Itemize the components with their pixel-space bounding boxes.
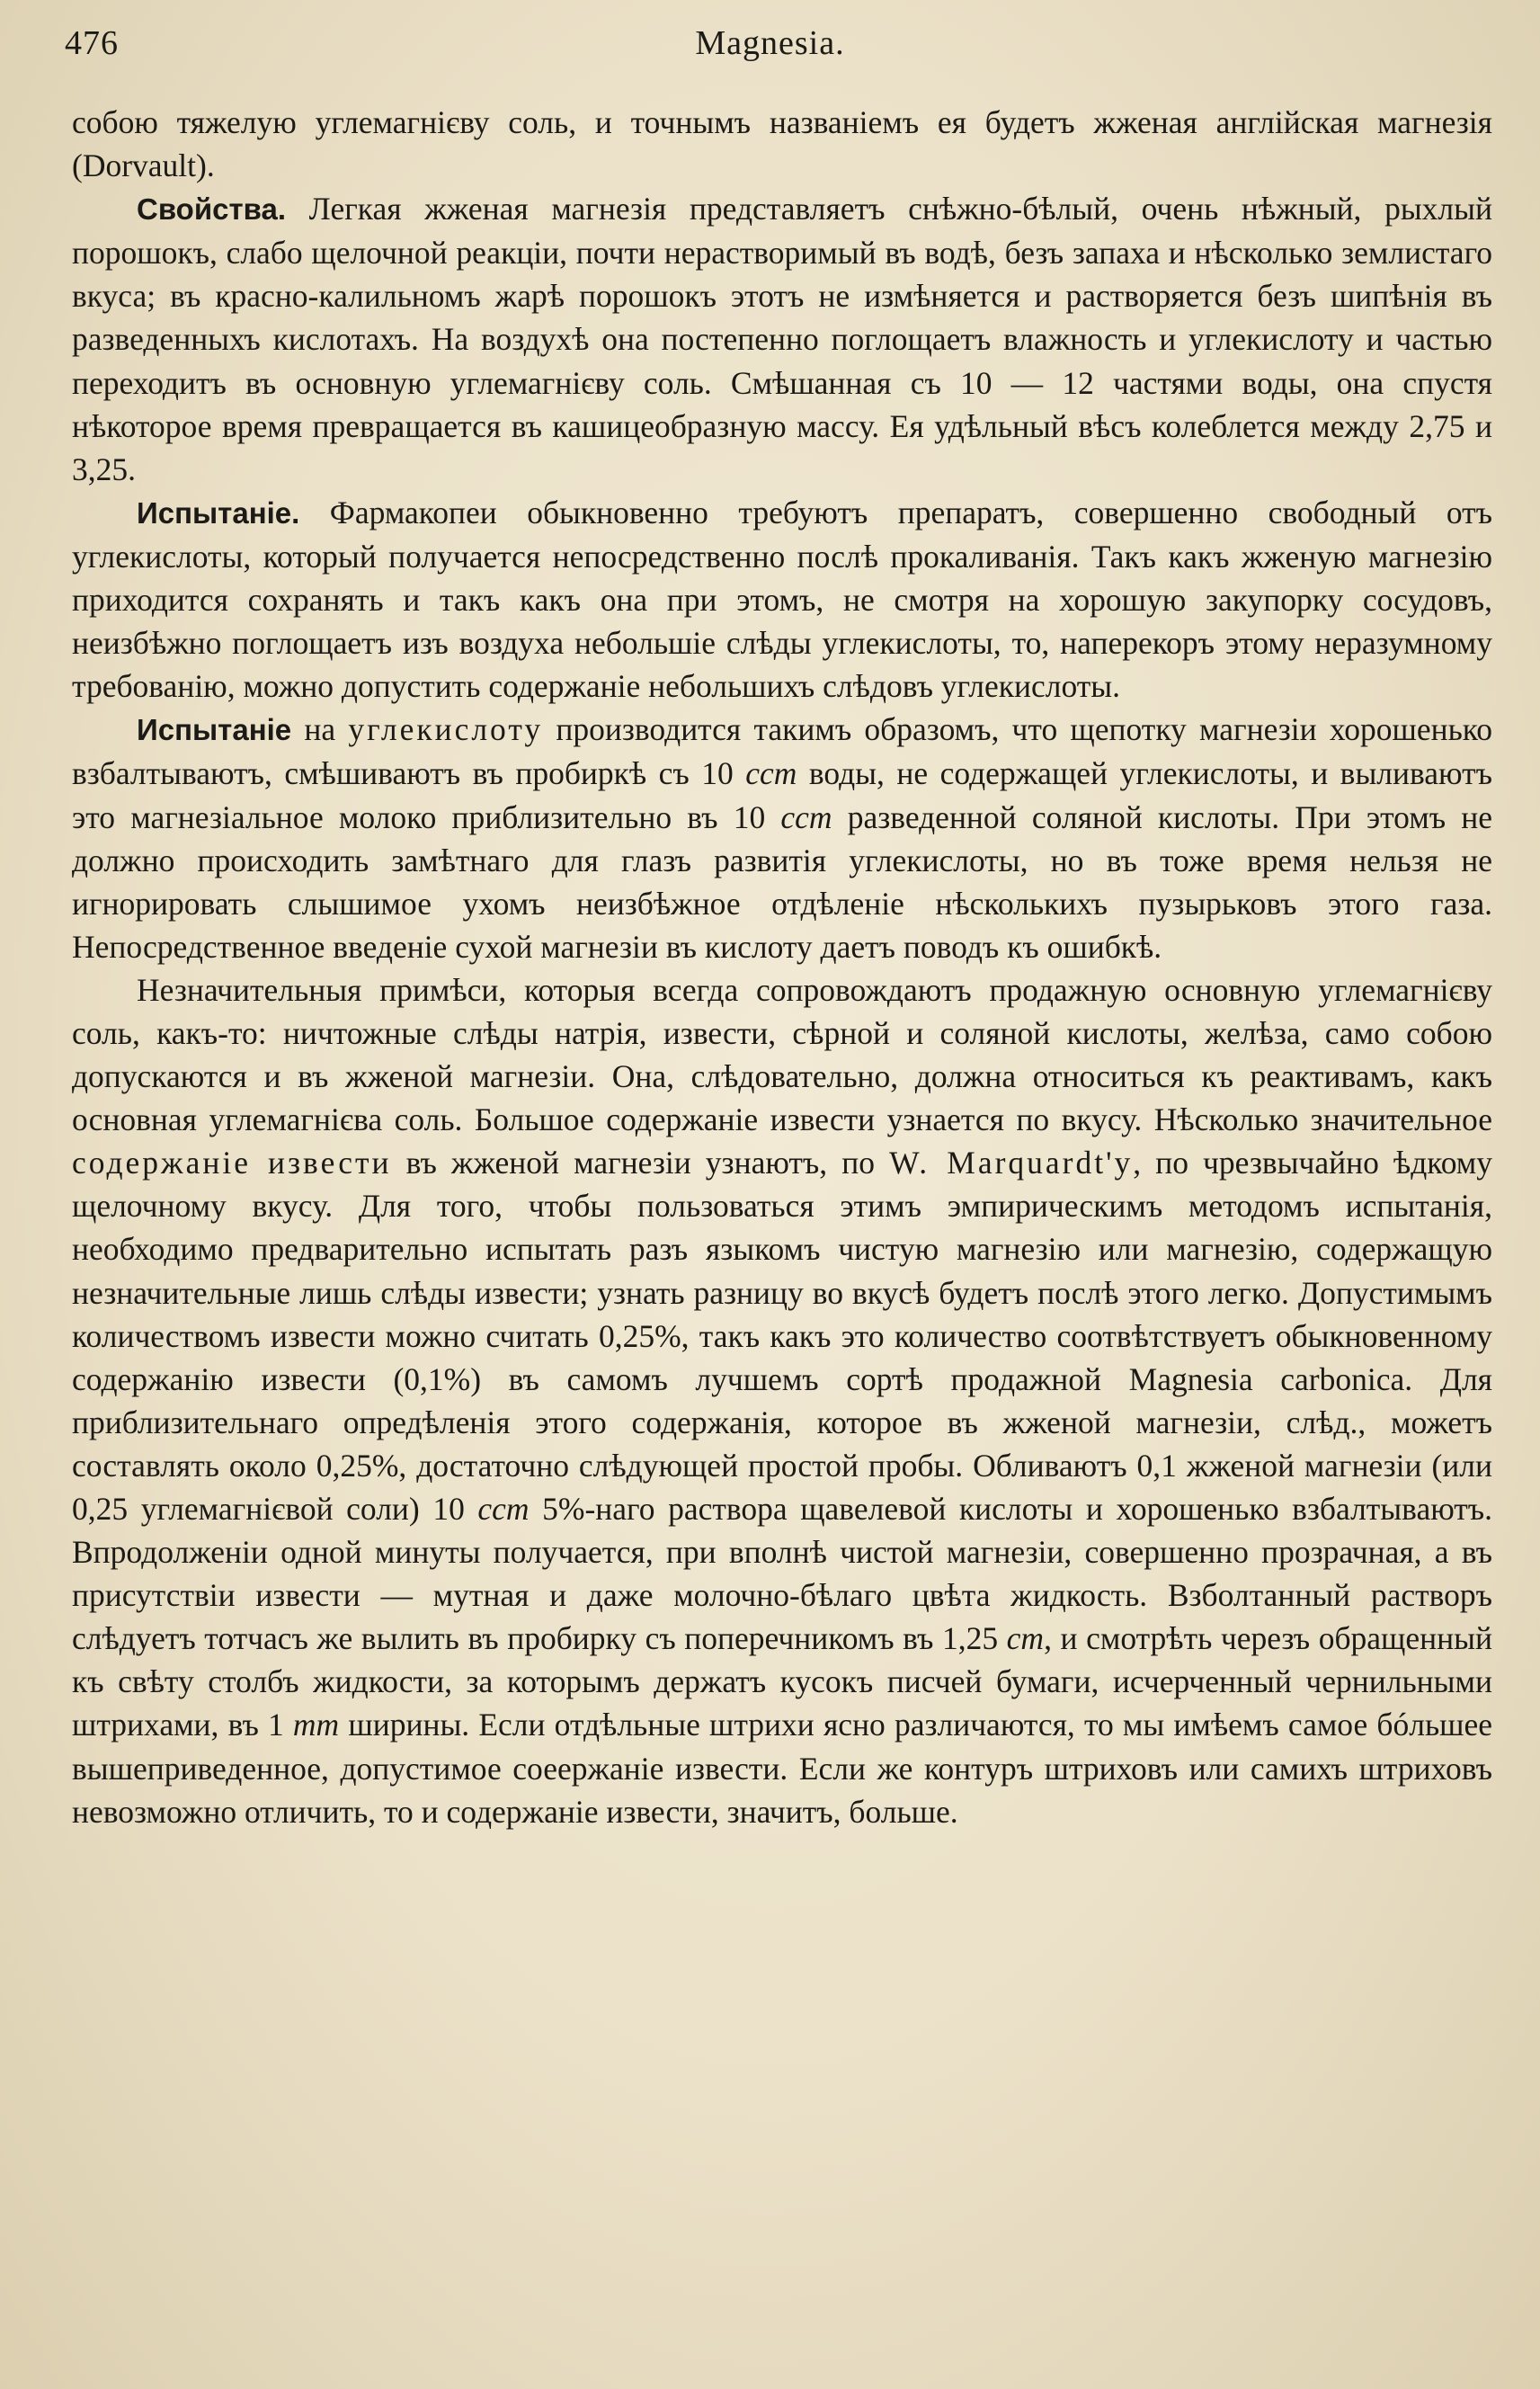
unit-abbreviation: cсm bbox=[745, 755, 797, 792]
unit-abbreviation: cсm bbox=[780, 798, 832, 835]
text-run: воды, не содержащей углекислоты, и выливаютъ это магнезіальное молоко приблизительно въ 10 bbox=[72, 755, 1492, 835]
paragraph-text: Фармакопеи обыкновенно требуютъ препаратъ, совершенно свободный отъ углекислоты, который получается непосредственно послѣ прокаливанія. Такъ какъ жженую магнезію приходится сохранять и такъ какъ она при этомъ, не смотря на хорошую закупорку сосудовъ, неизбѣжно поглощаетъ изъ воздуха небольшіе слѣды углекислоты, то, наперекоръ этому неразумному требованію, можно допустить содержаніе небольшихъ слѣдовъ углекислоты. bbox=[72, 494, 1492, 705]
paragraph-lead-term: Свойства. bbox=[137, 192, 287, 227]
emphasized-text: содержаніе извести bbox=[72, 1145, 392, 1181]
text-run: ширины. Если отдѣльные штрихи ясно различаются, то мы имѣемъ самое бóльшее вышеприведенное, допустимое соеержаніе извести. Если же контуръ штриховъ или самихъ штриховъ невозможно отличить, то и содержаніе извести, значитъ, больше. bbox=[72, 1707, 1492, 1830]
body-text bbox=[72, 101, 1492, 1833]
text-run: разведенной соляной кислоты. При этомъ не должно происходить замѣтнаго для глазъ развитія углекислоты, но въ тоже время нельзя не игнорировать слышимое ухомъ неизбѣжное отдѣленіе нѣсколькихъ пузырьковъ этого газа. Непосредственное введеніе сухой магнезіи въ кислоту даетъ поводъ къ ошибкѣ. bbox=[72, 798, 1492, 965]
unit-abbreviation: ccm bbox=[477, 1491, 530, 1527]
text-run: Незначительныя примѣси, которыя всегда сопровождаютъ продажную основную углемагнієву соль, какъ-то: ничтожные слѣды натрія, извести, сѣрной и соляной кислоты, желѣза, само собою допускаются и въ жженой магнезіи. Она, слѣдовательно, должна относиться къ реактивамъ, какъ основная углемагнієва соль. Большое содержаніе извести узнается по вкусу. Нѣсколько значительное bbox=[72, 971, 1492, 1138]
paragraph-text: собою тяжелую углемагнієву соль, и точнымъ названіемъ ея будетъ жженая англійская магнезія (Dorvault). bbox=[72, 104, 1492, 184]
paragraph-text bbox=[72, 711, 1492, 964]
unit-abbreviation: mm bbox=[292, 1707, 340, 1743]
running-title: Magnesia. bbox=[695, 24, 845, 62]
text-run: 5%-наго раствора щавелевой кислоты и хорошенько взбалтываютъ. Впродолженіи одной минуты получается, при вполнѣ чистой магнезіи, совершенно прозрачная, а въ присутствіи извести — мутная и даже молочно-бѣлаго цвѣта жидкость. Взболтанный растворъ слѣдуетъ тотчасъ же вылить въ пробирку съ поперечникомъ въ 1,25 bbox=[72, 1491, 1492, 1657]
text-run: производится такимъ образомъ, что щепотку магнезіи хорошенько взбалтываютъ, смѣшиваютъ въ пробиркѣ съ 10 bbox=[72, 711, 1492, 792]
emphasized-text: углекислоту bbox=[348, 711, 544, 748]
paragraph-impurities bbox=[72, 968, 1492, 1833]
paragraph-properties bbox=[72, 187, 1492, 491]
paragraph-lead-term: Испытаніе bbox=[137, 713, 292, 747]
paragraph-testing bbox=[72, 491, 1492, 708]
text-run: , по чрезвычайно ѣдкому щелочному вкусу. Для того, чтобы пользоваться этимъ эмпирическимъ методомъ испытанія, необходимо предварительно испытать разъ языкомъ чистую магнезію или магнезію, содержащую незначительные лишь слѣды извести; узнать разницу во вкусѣ будетъ послѣ этого легко. Допустимымъ количествомъ извести можно считать 0,25%, такъ какъ это количество соотвѣтствуетъ обыкновенному содержанію извести (0,1%) въ самомъ лучшемъ сортѣ продажной Magnesia carbonica. Для приблизительнаго опредѣленія этого содержанія, которое въ жженой магнезіи, слѣд., можетъ составлять около 0,25%, достаточно слѣдующей простой пробы. Обливаютъ 0,1 жженой магнезіи (или 0,25 углемагнієвой соли) 10 bbox=[72, 1145, 1493, 1527]
text-run: на bbox=[291, 711, 349, 748]
paragraph-carbonic-acid-test bbox=[72, 708, 1492, 968]
unit-abbreviation: cm bbox=[1006, 1620, 1045, 1657]
paragraph-continuation bbox=[72, 101, 1492, 187]
paragraph-lead-term: Испытаніе. bbox=[137, 495, 300, 530]
emphasized-text: W. Marquardt'у bbox=[889, 1145, 1134, 1181]
paragraph-text: Легкая жженая магнезія представляетъ снѣжно-бѣлый, очень нѣжный, рыхлый порошокъ, слабо щелочной реакціи, почти нерастворимый въ водѣ, безъ запаха и нѣсколько землистаго вкуса; въ красно-калильномъ жарѣ порошокъ этотъ не измѣняется и растворяется безъ шипѣнія въ разведенныхъ кислотахъ. На воздухѣ она постепенно поглощаетъ влажность и углекислоту и частью переходитъ въ основную углемагнієву соль. Смѣшанная съ 10 — 12 частями воды, она спустя нѣкоторое время превращается въ кашицеобразную массу. Ея удѣльный вѣсъ колеблется между 2,75 и 3,25. bbox=[72, 191, 1492, 487]
text-run: въ жженой магнезіи узнаютъ, по bbox=[391, 1145, 890, 1181]
paragraph-text bbox=[72, 972, 1492, 1830]
page-number: 476 bbox=[65, 24, 119, 62]
running-header bbox=[0, 23, 1540, 68]
text-run: , и смотрѣть черезъ обращенный къ свѣту столбъ жидкости, за которымъ держатъ кусокъ писчей бумаги, исчерченный чернильными штрихами, въ 1 bbox=[72, 1620, 1492, 1743]
